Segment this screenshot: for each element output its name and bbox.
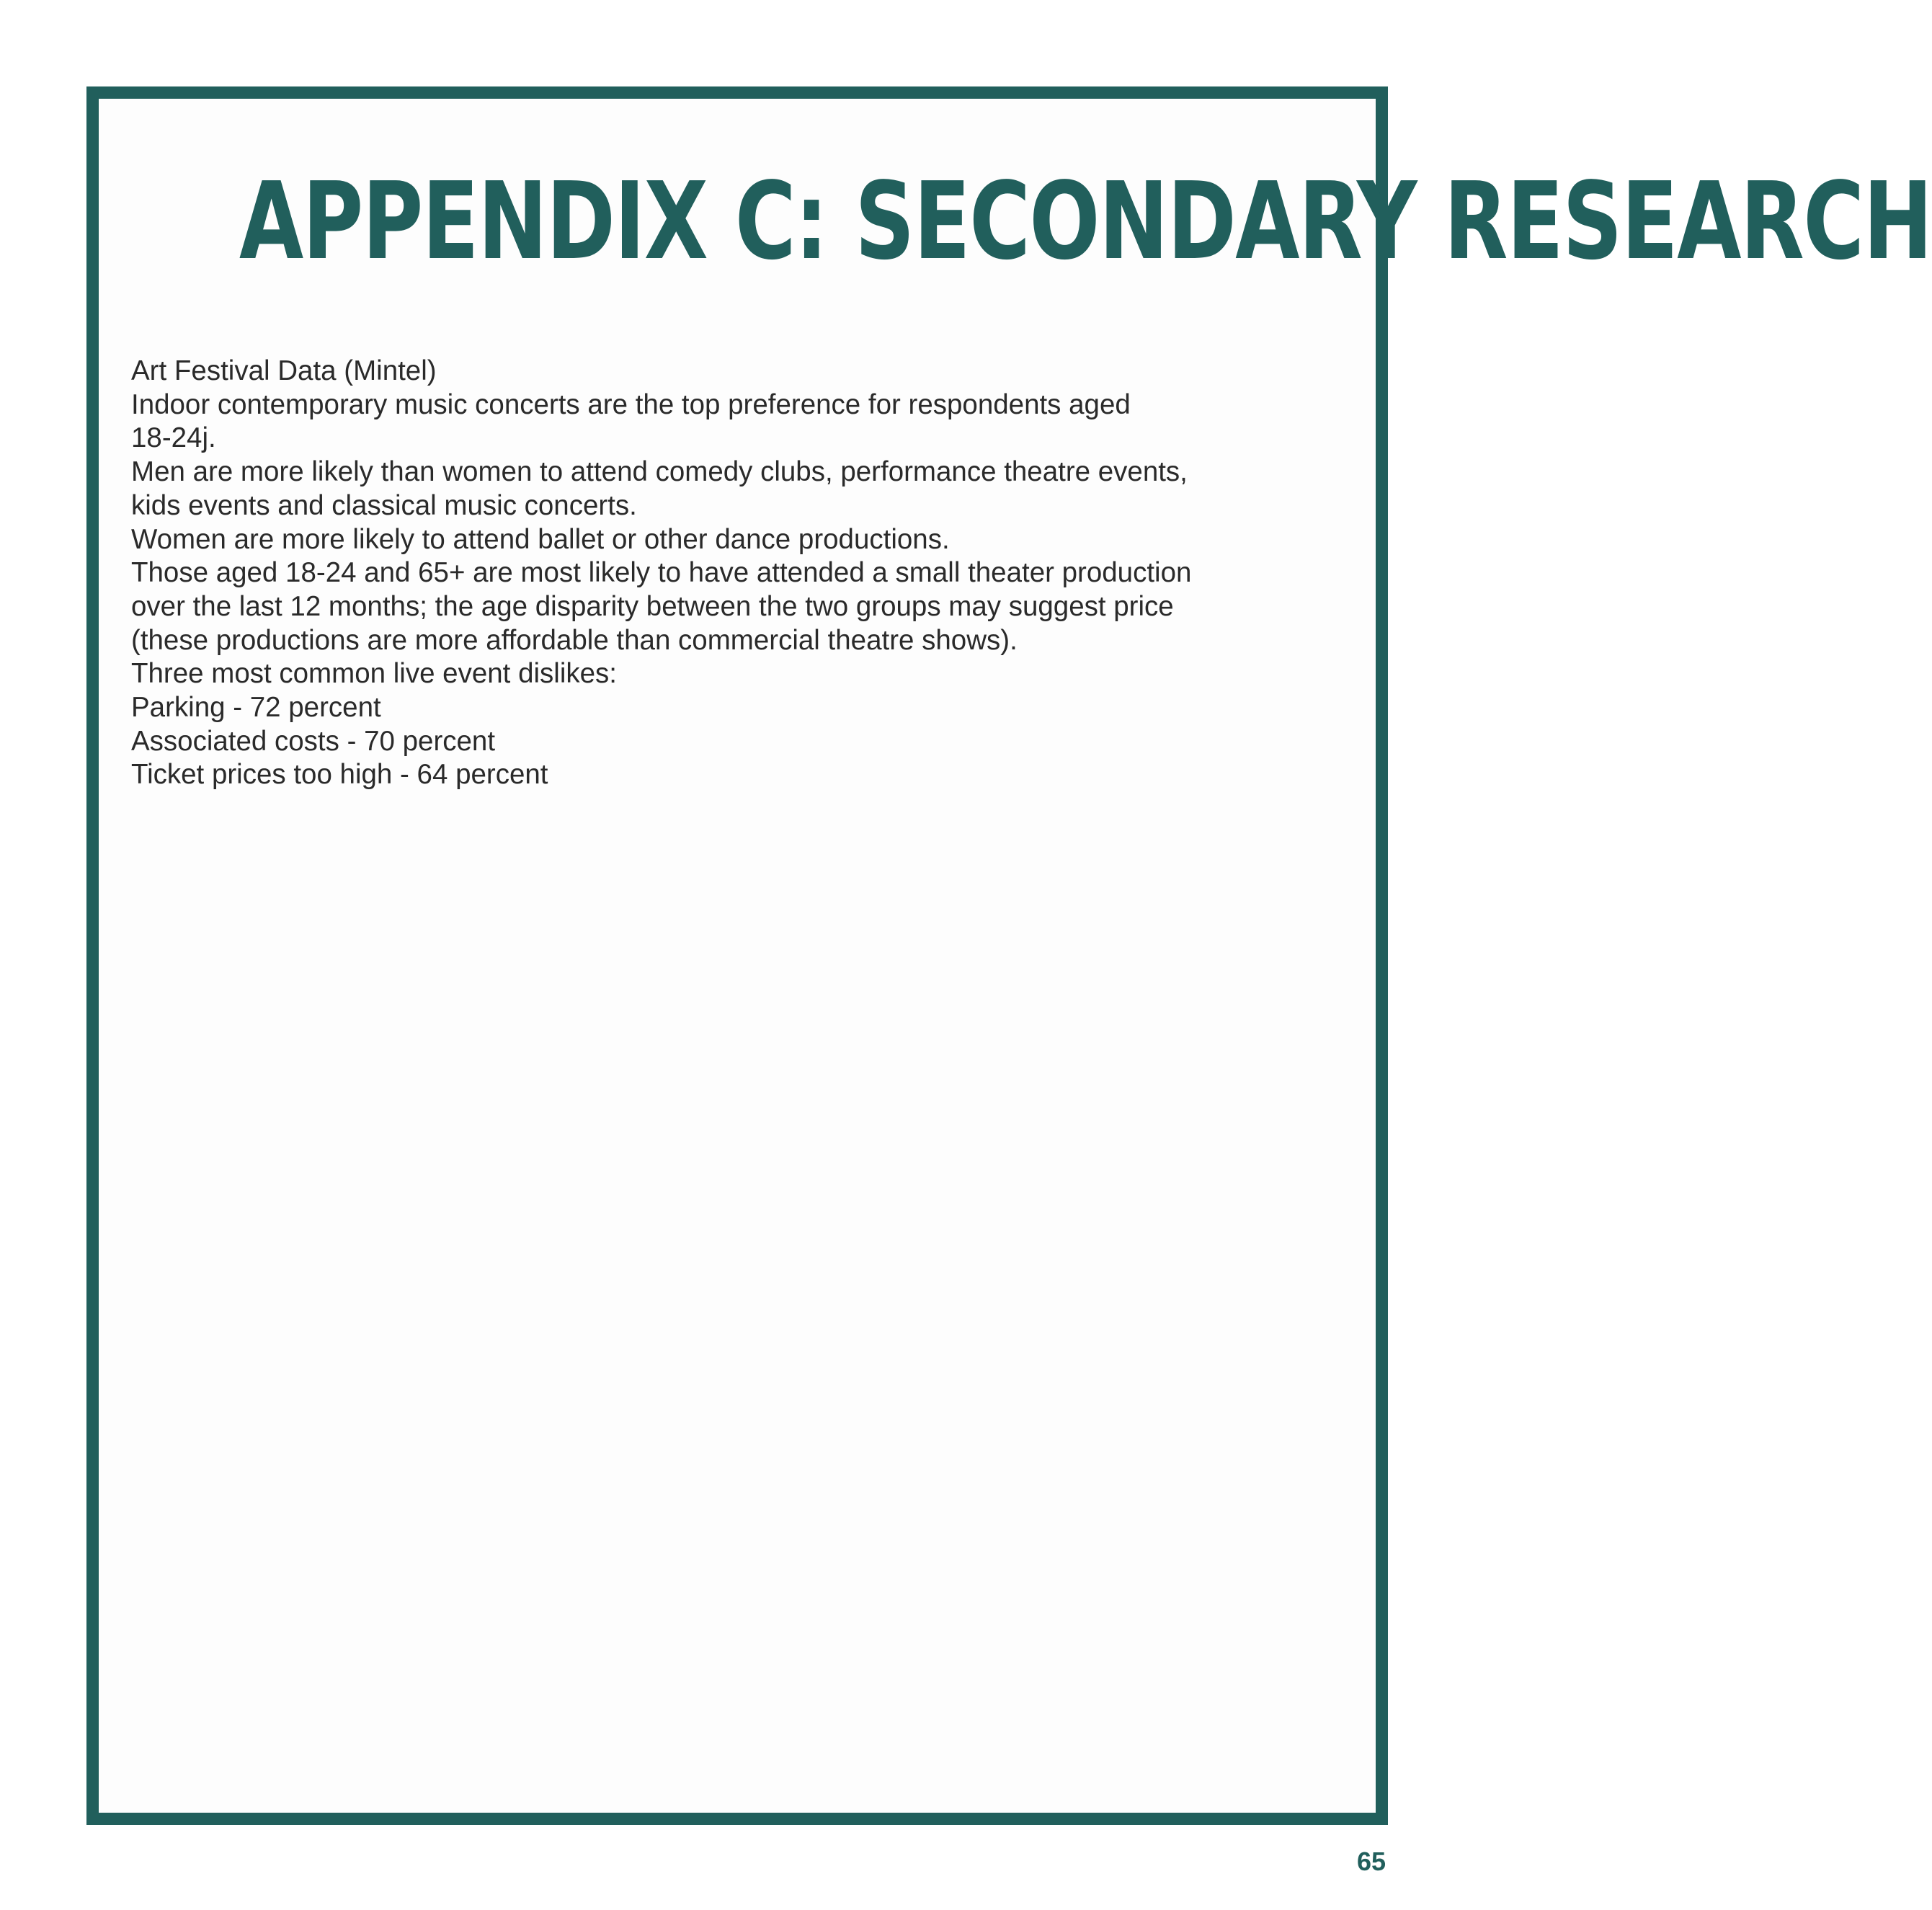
- text-line: Art Festival Data (Mintel): [131, 355, 437, 386]
- text-line: Ticket prices too high - 64 percent: [131, 759, 548, 791]
- text-line: Associated costs - 70 percent: [131, 725, 496, 757]
- page-border-frame: [86, 86, 1932, 1825]
- text-line: Three most common live event dislikes:: [131, 658, 617, 690]
- text-line: Those aged 18-24 and 65+ are most likely to have attended a small theater production: [131, 557, 1192, 589]
- text-line: 18-24j.: [131, 422, 216, 454]
- text-line: Men are more likely than women to attend comedy clubs, performance theatre events,: [131, 456, 1188, 488]
- page-title: APPENDIX C: SECONDARY RESEARCH: [239, 159, 1932, 283]
- text-line: (these productions are more affordable than commercial theatre shows).: [131, 624, 1018, 656]
- body-text: [131, 355, 1371, 792]
- text-line: Parking - 72 percent: [131, 692, 381, 724]
- text-line: kids events and classical music concerts.: [131, 489, 637, 521]
- text-line: Women are more likely to attend ballet or other dance productions.: [131, 523, 950, 555]
- page-number: 65: [1356, 1847, 1386, 1876]
- text-line: Indoor contemporary music concerts are the top preference for respondents aged: [131, 388, 1131, 420]
- text-line: over the last 12 months; the age disparity between the two groups may suggest price: [131, 590, 1174, 622]
